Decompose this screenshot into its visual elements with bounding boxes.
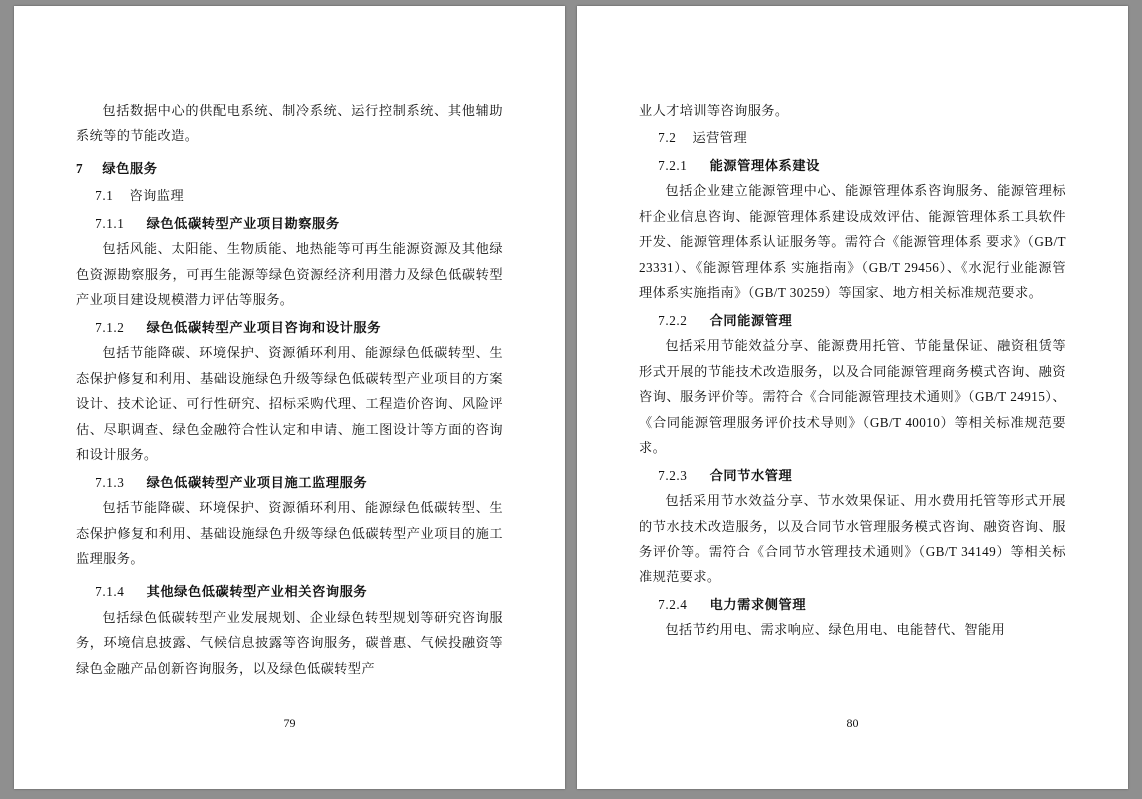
heading-title: 咨询监理 [129,188,185,204]
heading-title: 运营管理 [692,130,748,146]
heading-title: 绿色服务 [102,160,158,176]
paragraph: 包括风能、太阳能、生物质能、地热能等可再生能源资源及其他绿色资源勘察服务，可再生能源等绿色资源经济利用潜力及绿色低碳转型产业项目建设规模潜力评估等服务。 [76,241,503,308]
heading-subsection [639,125,1066,150]
paragraph: 包括采用节水效益分享、节水效果保证、用水费用托管等形式开展的节水技术改造服务，以及合同节水管理服务模式咨询、融资咨询、服务评价等。需符合《合同节水管理技术通则》（GB/T 34149）等相关标准规范要求。 [639,493,1066,585]
heading-title: 能源管理体系建设 [709,157,820,173]
heading-number: 7.1 [95,188,114,204]
paragraph: 包括节能降碳、环境保护、资源循环利用、能源绿色低碳转型、生态保护修复和利用、基础设施绿色升级等绿色低碳转型产业项目的施工监理服务。 [76,500,503,566]
heading-number: 7.2.4 [658,596,688,612]
page-content-left [76,98,503,681]
heading-subsubsection [639,308,1066,333]
heading-subsubsection [76,315,503,340]
document-page-left [14,6,565,789]
heading-subsubsection [76,211,503,236]
heading-number: 7 [76,160,84,176]
heading-section [76,156,503,181]
heading-number: 7.1.3 [95,474,125,490]
heading-subsubsection [76,579,503,604]
heading-subsubsection [639,463,1066,488]
heading-number: 7.2.3 [658,467,688,483]
heading-number: 7.2.1 [658,157,688,173]
heading-title: 绿色低碳转型产业项目勘察服务 [146,215,340,231]
heading-number: 7.1.1 [95,215,125,231]
heading-subsubsection [76,470,503,495]
heading-subsubsection [639,592,1066,617]
heading-title: 绿色低碳转型产业项目咨询和设计服务 [146,319,381,335]
paragraph-continuation: 业人才培训等咨询服务。 [639,103,789,118]
paragraph: 包括绿色低碳转型产业发展规划、企业绿色转型规划等研究咨询服务，环境信息披露、气候信息披露等咨询服务，碳普惠、气候投融资等绿色金融产品创新咨询服务，以及绿色低碳转型产 [76,609,503,676]
paragraph: 包括企业建立能源管理中心、能源管理体系咨询服务、能源管理标杆企业信息咨询、能源管理体系建设成效评估、能源管理体系工具软件开发、能源管理体系认证服务等。需符合《能源管理体系 要求》（GB/T 23331）、《能源管理体系 实施指南》（GB/T 29456）、《水泥行业能源管理体系实施指南》（GB/T 30259）等国家、地方相关标准规范要求。 [639,183,1066,301]
heading-number: 7.1.2 [95,319,125,335]
heading-title: 合同能源管理 [709,312,793,328]
paragraph: 包括节约用电、需求响应、绿色用电、电能替代、智能用 [665,622,1006,638]
paragraph: 包括采用节能效益分享、能源费用托管、节能量保证、融资租赁等形式开展的节能技术改造服务，以及合同能源管理商务模式咨询、融资咨询、服务评价等。需符合《合同能源管理技术通则》（GB/T 24915）、《合同能源管理服务评价技术导则》（GB/T 40010）等相关标准规范要求。 [639,338,1066,456]
document-page-right [577,6,1128,789]
heading-title: 其他绿色低碳转型产业相关咨询服务 [146,584,368,600]
paragraph: 包括节能降碳、环境保护、资源循环利用、能源绿色低碳转型、生态保护修复和利用、基础设施绿色升级等绿色低碳转型产业项目的方案设计、技术论证、可行性研究、招标采购代理、工程造价咨询、风险评估、尽职调查、绿色金融符合性认定和申请、施工图设计等方面的咨询和设计服务。 [76,345,503,463]
page-number-right: 80 [846,716,859,730]
heading-number: 7.1.4 [95,584,125,600]
heading-title: 合同节水管理 [709,467,793,483]
heading-subsubsection [639,153,1066,178]
page-number-left: 79 [283,716,296,730]
block-spacer [76,571,503,577]
heading-number: 7.2.2 [658,312,688,328]
heading-title: 绿色低碳转型产业项目施工监理服务 [146,474,368,490]
heading-subsection [76,183,503,208]
heading-title: 电力需求侧管理 [709,596,807,612]
heading-number: 7.2 [658,130,677,146]
page-content-right [639,98,1066,643]
paragraph: 包括数据中心的供配电系统、制冷系统、运行控制系统、其他辅助系统等的节能改造。 [76,103,503,144]
